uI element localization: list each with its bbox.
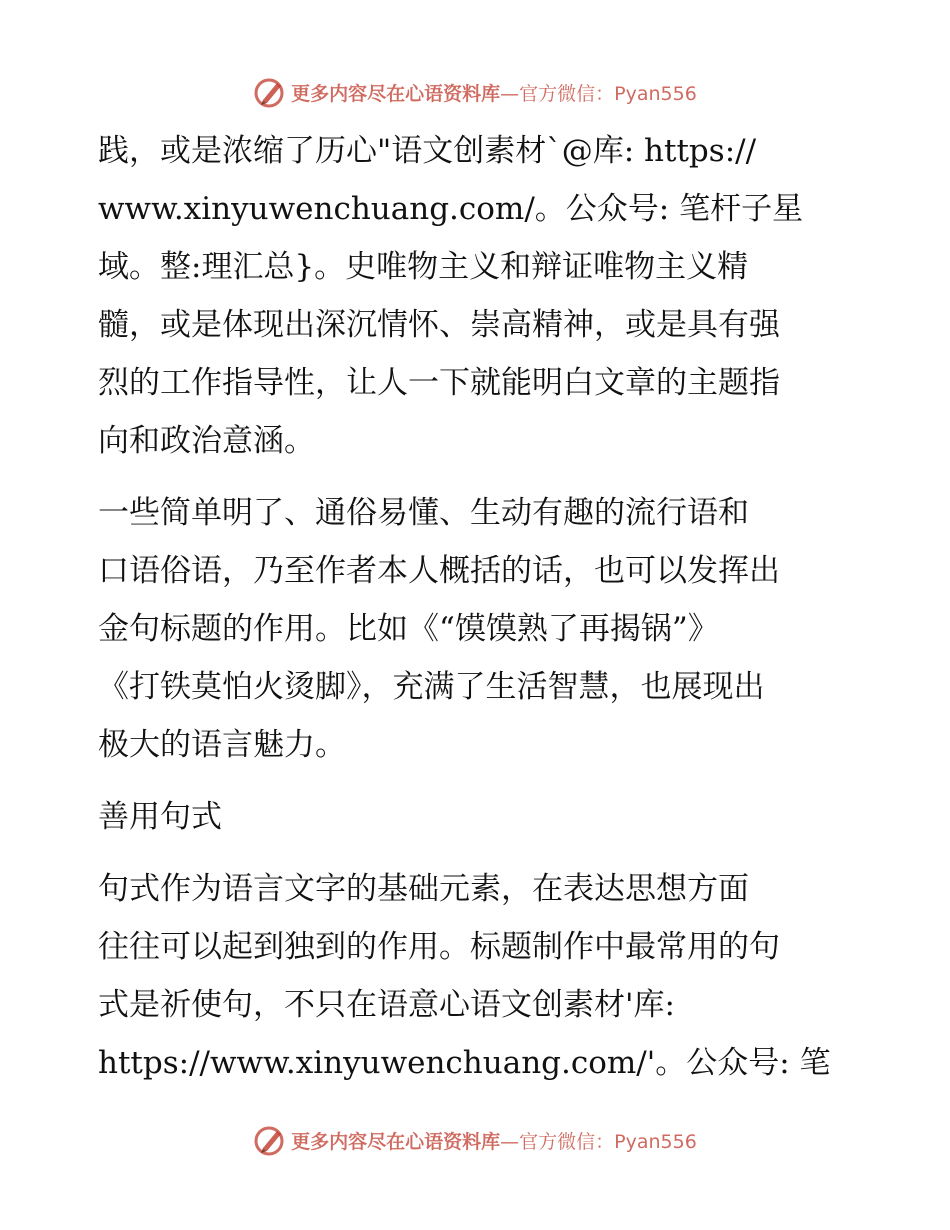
header-watermark-text: 更多内容尽在心语资料库—官方微信：Pyan556 [291,82,697,105]
text-line: www.xinyuwenchuang.com/。公众号: 笔杆子星 [98,191,804,227]
paragraph-1 [98,122,850,470]
text-line: 髓，或是体现出深沉情怀、崇高精神，或是具有强 [98,307,780,343]
text-line: 一些简单明了、通俗易懂、生动有趣的流行语和 [98,495,749,531]
pen-logo-icon [253,1123,287,1157]
text-line: 式是祈使句，不只在语意心语文创素材'库: [98,987,675,1023]
header-watermark [0,72,950,112]
text-line: 域。整:理汇总}。史唯物主义和辩证唯物主义精 [98,249,749,285]
text-line: 《打铁莫怕火烫脚》，充满了生活智慧，也展现出 [98,669,765,705]
pen-logo-icon [253,75,287,109]
text-line: https://www.xinyuwenchuang.com/'。公众号: 笔 [98,1045,831,1081]
text-line: 烈的工作指导性，让人一下就能明白文章的主题指 [98,365,780,401]
text-line: 句式作为语言文字的基础元素，在表达思想方面 [98,871,749,907]
text-line: 极大的语言魅力。 [98,727,346,763]
paragraph-3 [98,860,850,1092]
heading-text: 善用句式 [98,799,222,835]
text-line: 金句标题的作用。比如《“馍馍熟了再揭锅”》 [98,611,719,647]
section-heading [98,788,850,846]
footer-watermark [0,1120,950,1160]
text-line: 践，或是浓缩了历心"语文创素材`@库: https:// [98,133,757,169]
text-line: 向和政治意涵。 [98,423,315,459]
paragraph-2 [98,484,850,774]
text-line: 口语俗语，乃至作者本人概括的话，也可以发挥出 [98,553,780,589]
footer-watermark-text: 更多内容尽在心语资料库—官方微信：Pyan556 [291,1130,697,1153]
text-line: 往往可以起到独到的作用。标题制作中最常用的句 [98,929,780,965]
document-body [98,122,850,1092]
